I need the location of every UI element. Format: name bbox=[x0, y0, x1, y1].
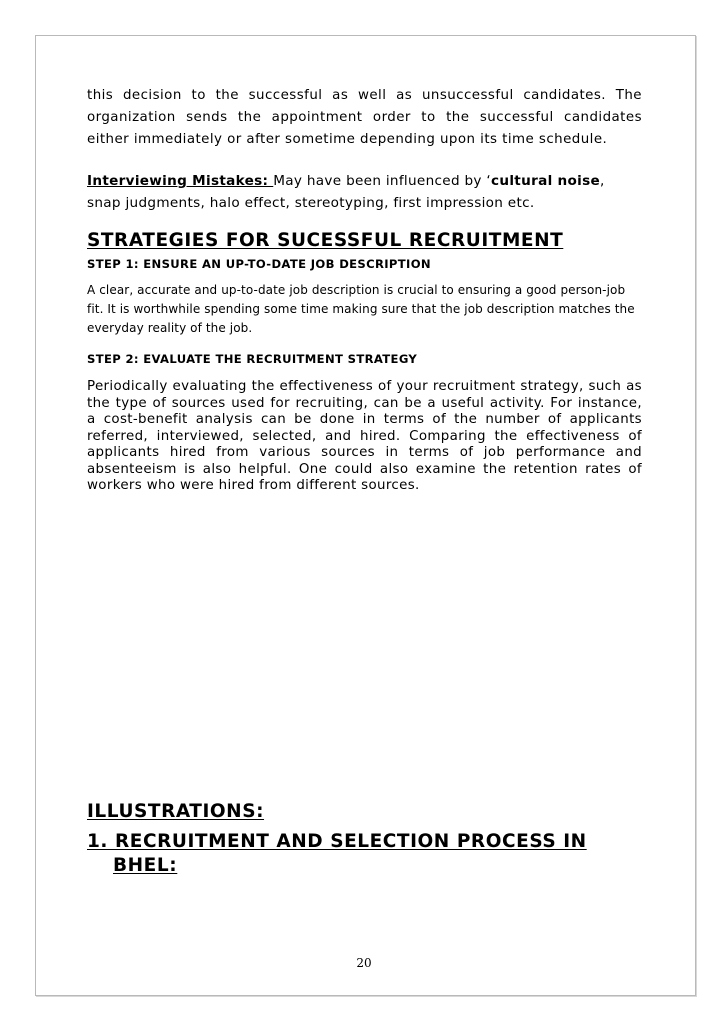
strategies-heading: STRATEGIES FOR SUCESSFUL RECRUITMENT bbox=[87, 230, 564, 251]
step1-paragraph: A clear, accurate and up-to-date job description is crucial to ensuring a good person-job fit. It is worthwhile spending some time making sure that the job description matches the everyday reality of the job. bbox=[87, 283, 635, 335]
cultural-noise-term: cultural noise bbox=[491, 173, 601, 189]
illustrations-heading: ILLUSTRATIONS: bbox=[87, 801, 265, 822]
interviewing-mistakes-paragraph bbox=[87, 170, 642, 214]
illustration-1-heading bbox=[87, 830, 627, 878]
illustration-1-line2-text: BHEL: bbox=[113, 855, 178, 876]
step1-heading: STEP 1: ENSURE AN UP-TO-DATE JOB DESCRIPTION bbox=[87, 257, 431, 271]
step2-heading: STEP 2: EVALUATE THE RECRUITMENT STRATEGY bbox=[87, 352, 418, 366]
intro-paragraph: this decision to the successful as well as unsuccessful candidates. The organization sends the appointment order to the successful candidates either immediately or after sometime depending upon its time schedule. bbox=[87, 88, 642, 147]
step2-paragraph: Periodically evaluating the effectiveness of your recruitment strategy, such as the type of sources used for recruiting, can be a useful activity. For instance, a cost-benefit analysis can be done in terms of the number of applicants referred, interviewed, selected, and hired. Comparing the effectiveness of applicants hired from various sources in terms of job performance and absenteeism is also helpful. One could also examine the retention rates of workers who were hired from different sources. bbox=[87, 379, 642, 493]
page-content bbox=[87, 85, 642, 495]
mistakes-text-after: , snap judgments, halo effect, stereotyping, first impression etc. bbox=[87, 173, 605, 211]
illustration-1-line2 bbox=[87, 854, 627, 878]
interviewing-mistakes-label: Interviewing Mistakes: bbox=[87, 173, 274, 189]
page-number: 20 bbox=[356, 956, 372, 970]
mistakes-text-before: May have been influenced by ‘ bbox=[273, 173, 492, 189]
illustration-1-line1: 1. RECRUITMENT AND SELECTION PROCESS IN bbox=[87, 831, 587, 852]
